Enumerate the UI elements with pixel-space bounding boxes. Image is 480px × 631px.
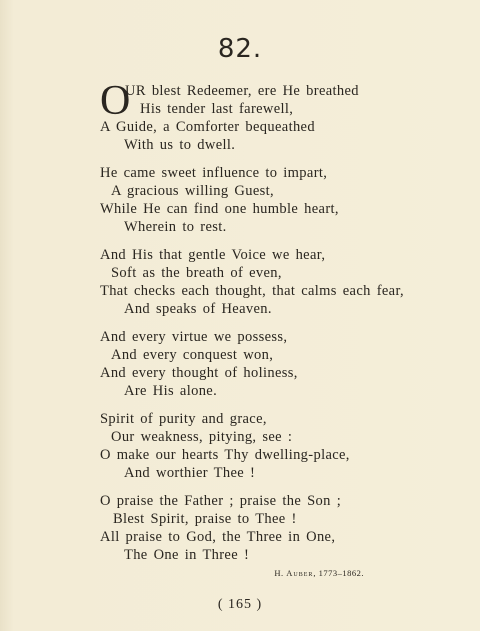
verse-line: And His that gentle Voice we hear, [100, 247, 326, 263]
verse-line: A Guide, a Comforter bequeathed [100, 119, 315, 135]
verse-line: The One in Three ! [124, 547, 250, 563]
hymn-number: 82. [217, 34, 263, 64]
verse-line: Blest Spirit, praise to Thee ! [113, 511, 297, 527]
verse-line: Are His alone. [124, 383, 218, 399]
drop-cap: O [100, 78, 131, 124]
verse-line: UR blest Redeemer, ere He breathed [125, 83, 359, 99]
author-years: , 1773–1862. [313, 568, 364, 578]
verse-line: Wherein to rest. [124, 219, 227, 235]
verse-line: A gracious willing Guest, [111, 183, 274, 199]
verse-line: All praise to God, the Three in One, [100, 529, 336, 545]
verse-line: Soft as the breath of even, [111, 265, 282, 281]
author-initial: H. [274, 568, 284, 578]
verse-line: And speaks of Heaven. [124, 301, 272, 317]
verse-line: While He can find one humble heart, [100, 201, 339, 217]
verse-line: He came sweet influence to impart, [100, 165, 328, 181]
verse-line: And worthier Thee ! [124, 465, 256, 481]
verse-line: And every thought of holiness, [100, 365, 298, 381]
verse-line: And every conquest won, [111, 347, 274, 363]
verse-line: With us to dwell. [124, 137, 236, 153]
author-attribution [274, 568, 364, 578]
verse-line: O make our hearts Thy dwelling-place, [100, 447, 350, 463]
author-name: Auber [286, 568, 314, 578]
verse-line: His tender last farewell, [140, 101, 294, 117]
page-number: ( 165 ) [217, 597, 263, 612]
verse-line: That checks each thought, that calms each fear, [100, 283, 405, 299]
verse-line: O praise the Father ; praise the Son ; [100, 493, 342, 509]
verse-line: And every virtue we possess, [100, 329, 288, 345]
verse-line: Spirit of purity and grace, [100, 411, 267, 427]
verse-line: Our weakness, pitying, see : [111, 429, 293, 445]
